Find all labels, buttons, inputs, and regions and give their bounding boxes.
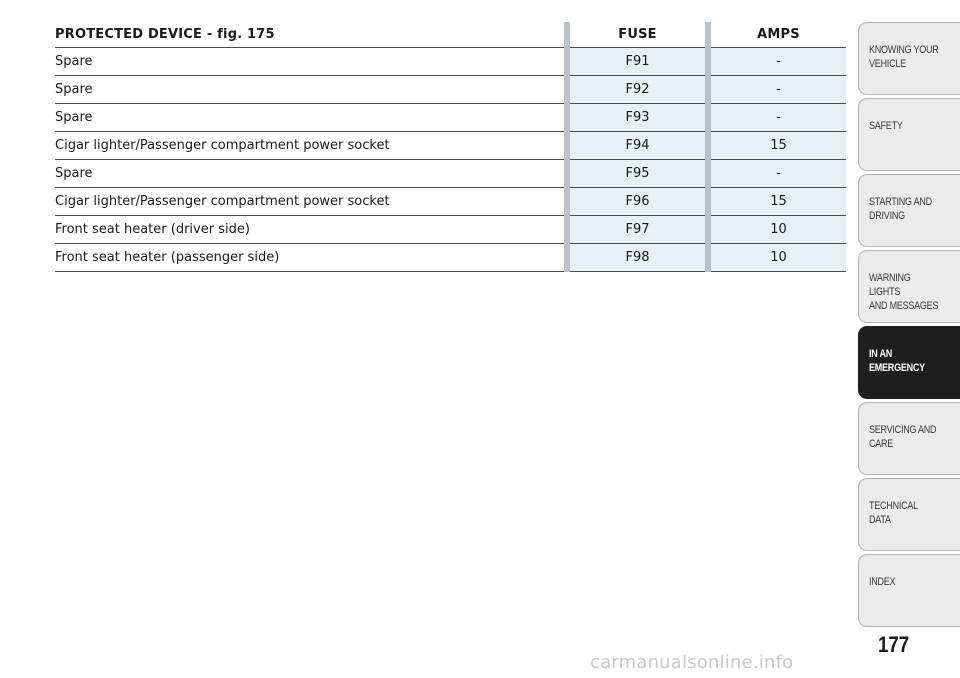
fuse-cell: F97 xyxy=(570,216,705,244)
tab-index[interactable] xyxy=(858,554,960,627)
tab-label: INDEX xyxy=(869,576,896,588)
table-row xyxy=(55,216,846,244)
tab-technical-data[interactable] xyxy=(858,478,960,551)
device-cell: Spare xyxy=(55,104,564,132)
tab-in-an-emergency[interactable] xyxy=(858,326,960,399)
amps-cell: 15 xyxy=(711,132,846,160)
tab-knowing-your-vehicle[interactable] xyxy=(858,22,960,95)
table-row xyxy=(55,132,846,160)
device-cell: Cigar lighter/Passenger compartment power socket xyxy=(55,132,564,160)
amps-cell: - xyxy=(711,76,846,104)
table-row xyxy=(55,244,846,272)
fuse-cell: F95 xyxy=(570,160,705,188)
watermark-text: carmanualsonline.info xyxy=(590,652,794,673)
device-cell: Spare xyxy=(55,76,564,104)
table-row xyxy=(55,76,846,104)
tab-label: SAFETY xyxy=(869,120,903,132)
fuse-cell: F94 xyxy=(570,132,705,160)
tab-warning-lights-and-messages[interactable] xyxy=(858,250,960,323)
table-row xyxy=(55,188,846,216)
amps-cell: 15 xyxy=(711,188,846,216)
amps-cell: 10 xyxy=(711,216,846,244)
header-fuse: FUSE xyxy=(570,22,705,48)
table-row xyxy=(55,104,846,132)
device-cell: Spare xyxy=(55,48,564,76)
chapter-tabs xyxy=(858,22,960,630)
tab-label: CARE xyxy=(869,438,894,450)
header-amps: AMPS xyxy=(711,22,846,48)
page-number: 177 xyxy=(878,632,910,657)
tab-label: KNOWING YOUR xyxy=(869,44,939,56)
fuse-cell: F92 xyxy=(570,76,705,104)
fuse-table xyxy=(55,22,846,272)
tab-label: STARTING AND xyxy=(869,196,932,208)
amps-cell: - xyxy=(711,160,846,188)
tab-label: SERVICING AND xyxy=(869,424,937,436)
amps-cell: - xyxy=(711,48,846,76)
device-cell: Spare xyxy=(55,160,564,188)
table-row xyxy=(55,48,846,76)
tab-label: IN AN xyxy=(869,348,892,360)
fuse-cell: F91 xyxy=(570,48,705,76)
tab-servicing-and-care[interactable] xyxy=(858,402,960,475)
tab-starting-and-driving[interactable] xyxy=(858,174,960,247)
table-header-row xyxy=(55,22,846,48)
table-row xyxy=(55,160,846,188)
tab-label: EMERGENCY xyxy=(869,362,925,374)
device-cell: Cigar lighter/Passenger compartment power socket xyxy=(55,188,564,216)
tab-label: DRIVING xyxy=(869,210,905,222)
amps-cell: - xyxy=(711,104,846,132)
device-cell: Front seat heater (passenger side) xyxy=(55,244,564,272)
amps-cell: 10 xyxy=(711,244,846,272)
fuse-cell: F93 xyxy=(570,104,705,132)
tab-safety[interactable] xyxy=(858,98,960,171)
tab-label: VEHICLE xyxy=(869,58,906,70)
fuse-cell: F98 xyxy=(570,244,705,272)
fuse-cell: F96 xyxy=(570,188,705,216)
tab-label: TECHNICAL DATA xyxy=(869,500,918,526)
tab-label: AND MESSAGES xyxy=(869,300,939,312)
header-protected-device: PROTECTED DEVICE - fig. 175 xyxy=(55,22,564,48)
device-cell: Front seat heater (driver side) xyxy=(55,216,564,244)
tab-label: WARNING LIGHTS xyxy=(869,272,911,298)
